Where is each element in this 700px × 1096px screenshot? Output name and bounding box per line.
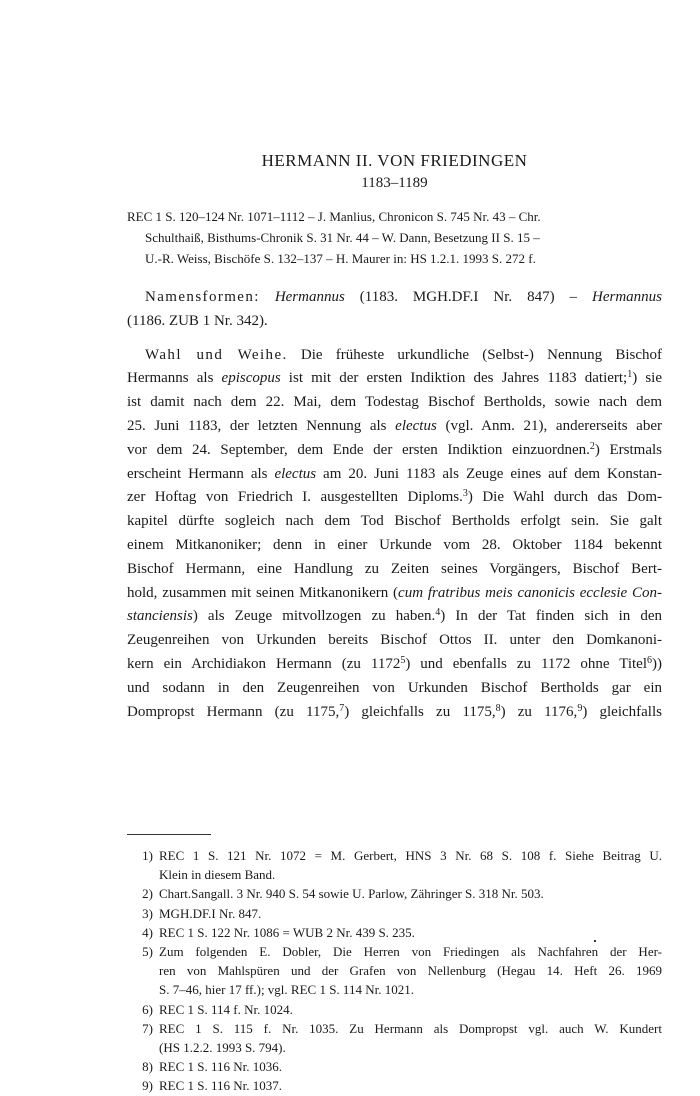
footnote-line: (HS 1.2.2. 1993 S. 794). — [159, 1040, 286, 1056]
footnote-ref: 4 — [435, 607, 441, 619]
footnote-line: REC 1 S. 115 f. Nr. 1035. Zu Hermann als Dompropst vgl. auch W. Kundert — [159, 1020, 662, 1036]
footnote-number: 1) — [142, 848, 153, 863]
body-line: (1186. ZUB 1 Nr. 342). — [127, 312, 268, 329]
footnotes — [127, 846, 662, 1096]
body-line: Hermanns als episcopus ist mit der ersten Indiktion des Jahres 1183 datiert;$^1$) sie — [127, 369, 663, 387]
footnote-line: Chart.Sangall. 3 Nr. 940 S. 54 sowie U. Parlow, Zähringer S. 318 Nr. 503. — [159, 886, 544, 902]
footnote — [127, 846, 662, 884]
body-text — [127, 286, 662, 724]
body-line: kapitel dürfte sogleich nach dem Tod Bischof Bertholds erfolgt sein. Sie galt — [127, 513, 662, 530]
footnote-line: Klein in diesem Band. — [159, 867, 276, 883]
footnote-line: MGH.DF.I Nr. 847. — [159, 905, 262, 921]
footnote — [127, 884, 662, 903]
footnote — [127, 942, 662, 1000]
footnote-line: REC 1 S. 122 Nr. 1086 = WUB 2 Nr. 439 S. 235. — [159, 924, 415, 940]
body-line: Dompropst Hermann (zu 1175,$^7$) gleichfalls zu 1175,$^8$) zu 1176,$^9$) gleichfalls — [127, 702, 662, 720]
footnote — [127, 1000, 662, 1019]
footnote-line: REC 1 S. 116 Nr. 1037. — [159, 1078, 283, 1094]
footnote-number: 3) — [142, 905, 153, 921]
footnote-ref: 7 — [339, 702, 345, 714]
reference-block — [127, 206, 662, 269]
footnote-number: 9) — [142, 1078, 153, 1094]
footnote-number: 5) — [142, 944, 153, 960]
footnote — [127, 1057, 662, 1076]
footnote-line: Zum folgenden E. Dobler, Die Herren von Friedingen als Nachfahren der Her- — [159, 944, 662, 960]
footnote — [127, 904, 662, 923]
footnote-ref: 1 — [627, 369, 633, 381]
body-line: erscheint Hermann als electus am 20. Juni 1183 als Zeuge eines auf dem Konstan- — [127, 465, 662, 482]
body-line: Bischof Hermann, eine Handlung zu Zeiten seines Vorgängers, Bischof Bert- — [127, 560, 662, 577]
footnote-line: REC 1 S. 121 Nr. 1072 = M. Gerbert, HNS 3 Nr. 68 S. 108 f. Siehe Beitrag U. — [159, 848, 662, 863]
footnote-ref: 9 — [577, 702, 583, 714]
section-label-wahl: Wahl und Weihe. — [145, 346, 288, 363]
footnote-number: 7) — [142, 1020, 153, 1036]
footnote-number: 8) — [142, 1059, 153, 1075]
body-line: zer Hoftag von Friedrich I. ausgestellten Diploms.$^3$) Die Wahl durch das Dom- — [127, 488, 662, 506]
footnote-number: 6) — [142, 1001, 153, 1017]
footnote — [127, 923, 662, 942]
footnote — [127, 1019, 662, 1057]
body-line: einem Mitkanoniker; denn in einer Urkunde vom 28. Oktober 1184 bekennt — [127, 536, 662, 553]
body-line: und sodann in den Zeugenreihen von Urkunden Bischof Bertholds gar ein — [127, 679, 662, 696]
body-line: 25. Juni 1183, der letzten Nennung als electus (vgl. Anm. 21), andererseits aber — [127, 417, 662, 434]
body-line: hold, zusammen mit seinen Mitkanonikern (cum fratribus meis canonicis ecclesie Con- — [127, 584, 663, 601]
footnote — [127, 1076, 662, 1095]
page-title: HERMANN II. VON FRIEDINGEN — [261, 151, 528, 170]
footnote-ref: 3 — [462, 488, 468, 500]
footnote-line: REC 1 S. 116 Nr. 1036. — [159, 1059, 283, 1075]
body-line: Zeugenreihen von Urkunden bereits Bischof Ottos II. unter den Domkanoni- — [127, 632, 662, 649]
reference-line: Schulthaiß, Bisthums-Chronik S. 31 Nr. 44 – W. Dann, Besetzung II S. 15 – — [145, 230, 540, 245]
body-line: ist damit nach dem 22. Mai, dem Todestag Bischof Bertholds, sowie nach dem — [127, 394, 662, 411]
footnote-ref: 5 — [400, 654, 406, 666]
footnote-line: REC 1 S. 114 f. Nr. 1024. — [159, 1001, 293, 1017]
footnote-ref: 2 — [589, 440, 595, 452]
scan-speck — [594, 940, 596, 942]
footnote-number: 4) — [142, 924, 153, 940]
footnote-divider — [127, 834, 211, 835]
footnote-line: ren von Mahlspüren und der Grafen von Nellenburg (Hegau 14. Heft 26. 1969 — [159, 963, 662, 979]
body-line: kern ein Archidiakon Hermann (zu 1172$^5$) und ebenfalls zu 1172 ohne Titel$^6$)) — [127, 654, 662, 672]
footnote-ref: 6 — [647, 654, 652, 666]
footnote-ref: 8 — [495, 702, 501, 714]
body-line: vor dem 24. September, dem Ende der ersten Indiktion einzuordnen.$^2$) Erstmals — [127, 440, 662, 458]
page-subtitle-years: 1183–1189 — [361, 175, 428, 191]
body-line: Namensformen: Hermannus (1183. MGH.DF.I Nr. 847) – Hermannus — [145, 289, 663, 305]
section-label-namensformen: Namensformen: — [145, 289, 260, 305]
reference-line: U.-R. Weiss, Bischöfe S. 132–137 – H. Maurer in: HS 1.2.1. 1993 S. 272 f. — [145, 251, 536, 266]
body-line: Wahl und Weihe. Die früheste urkundliche (Selbst-) Nennung Bischof — [145, 346, 662, 363]
reference-line: REC 1 S. 120–124 Nr. 1071–1112 – J. Manlius, Chronicon S. 745 Nr. 43 – Chr. — [127, 209, 541, 224]
footnote-line: S. 7–46, hier 17 ff.); vgl. REC 1 S. 114 Nr. 1021. — [159, 982, 414, 998]
footnote-number: 2) — [142, 886, 153, 902]
body-line: stanciensis) als Zeuge mitvollzogen zu haben.$^4$) In der Tat finden sich in den — [127, 607, 662, 625]
